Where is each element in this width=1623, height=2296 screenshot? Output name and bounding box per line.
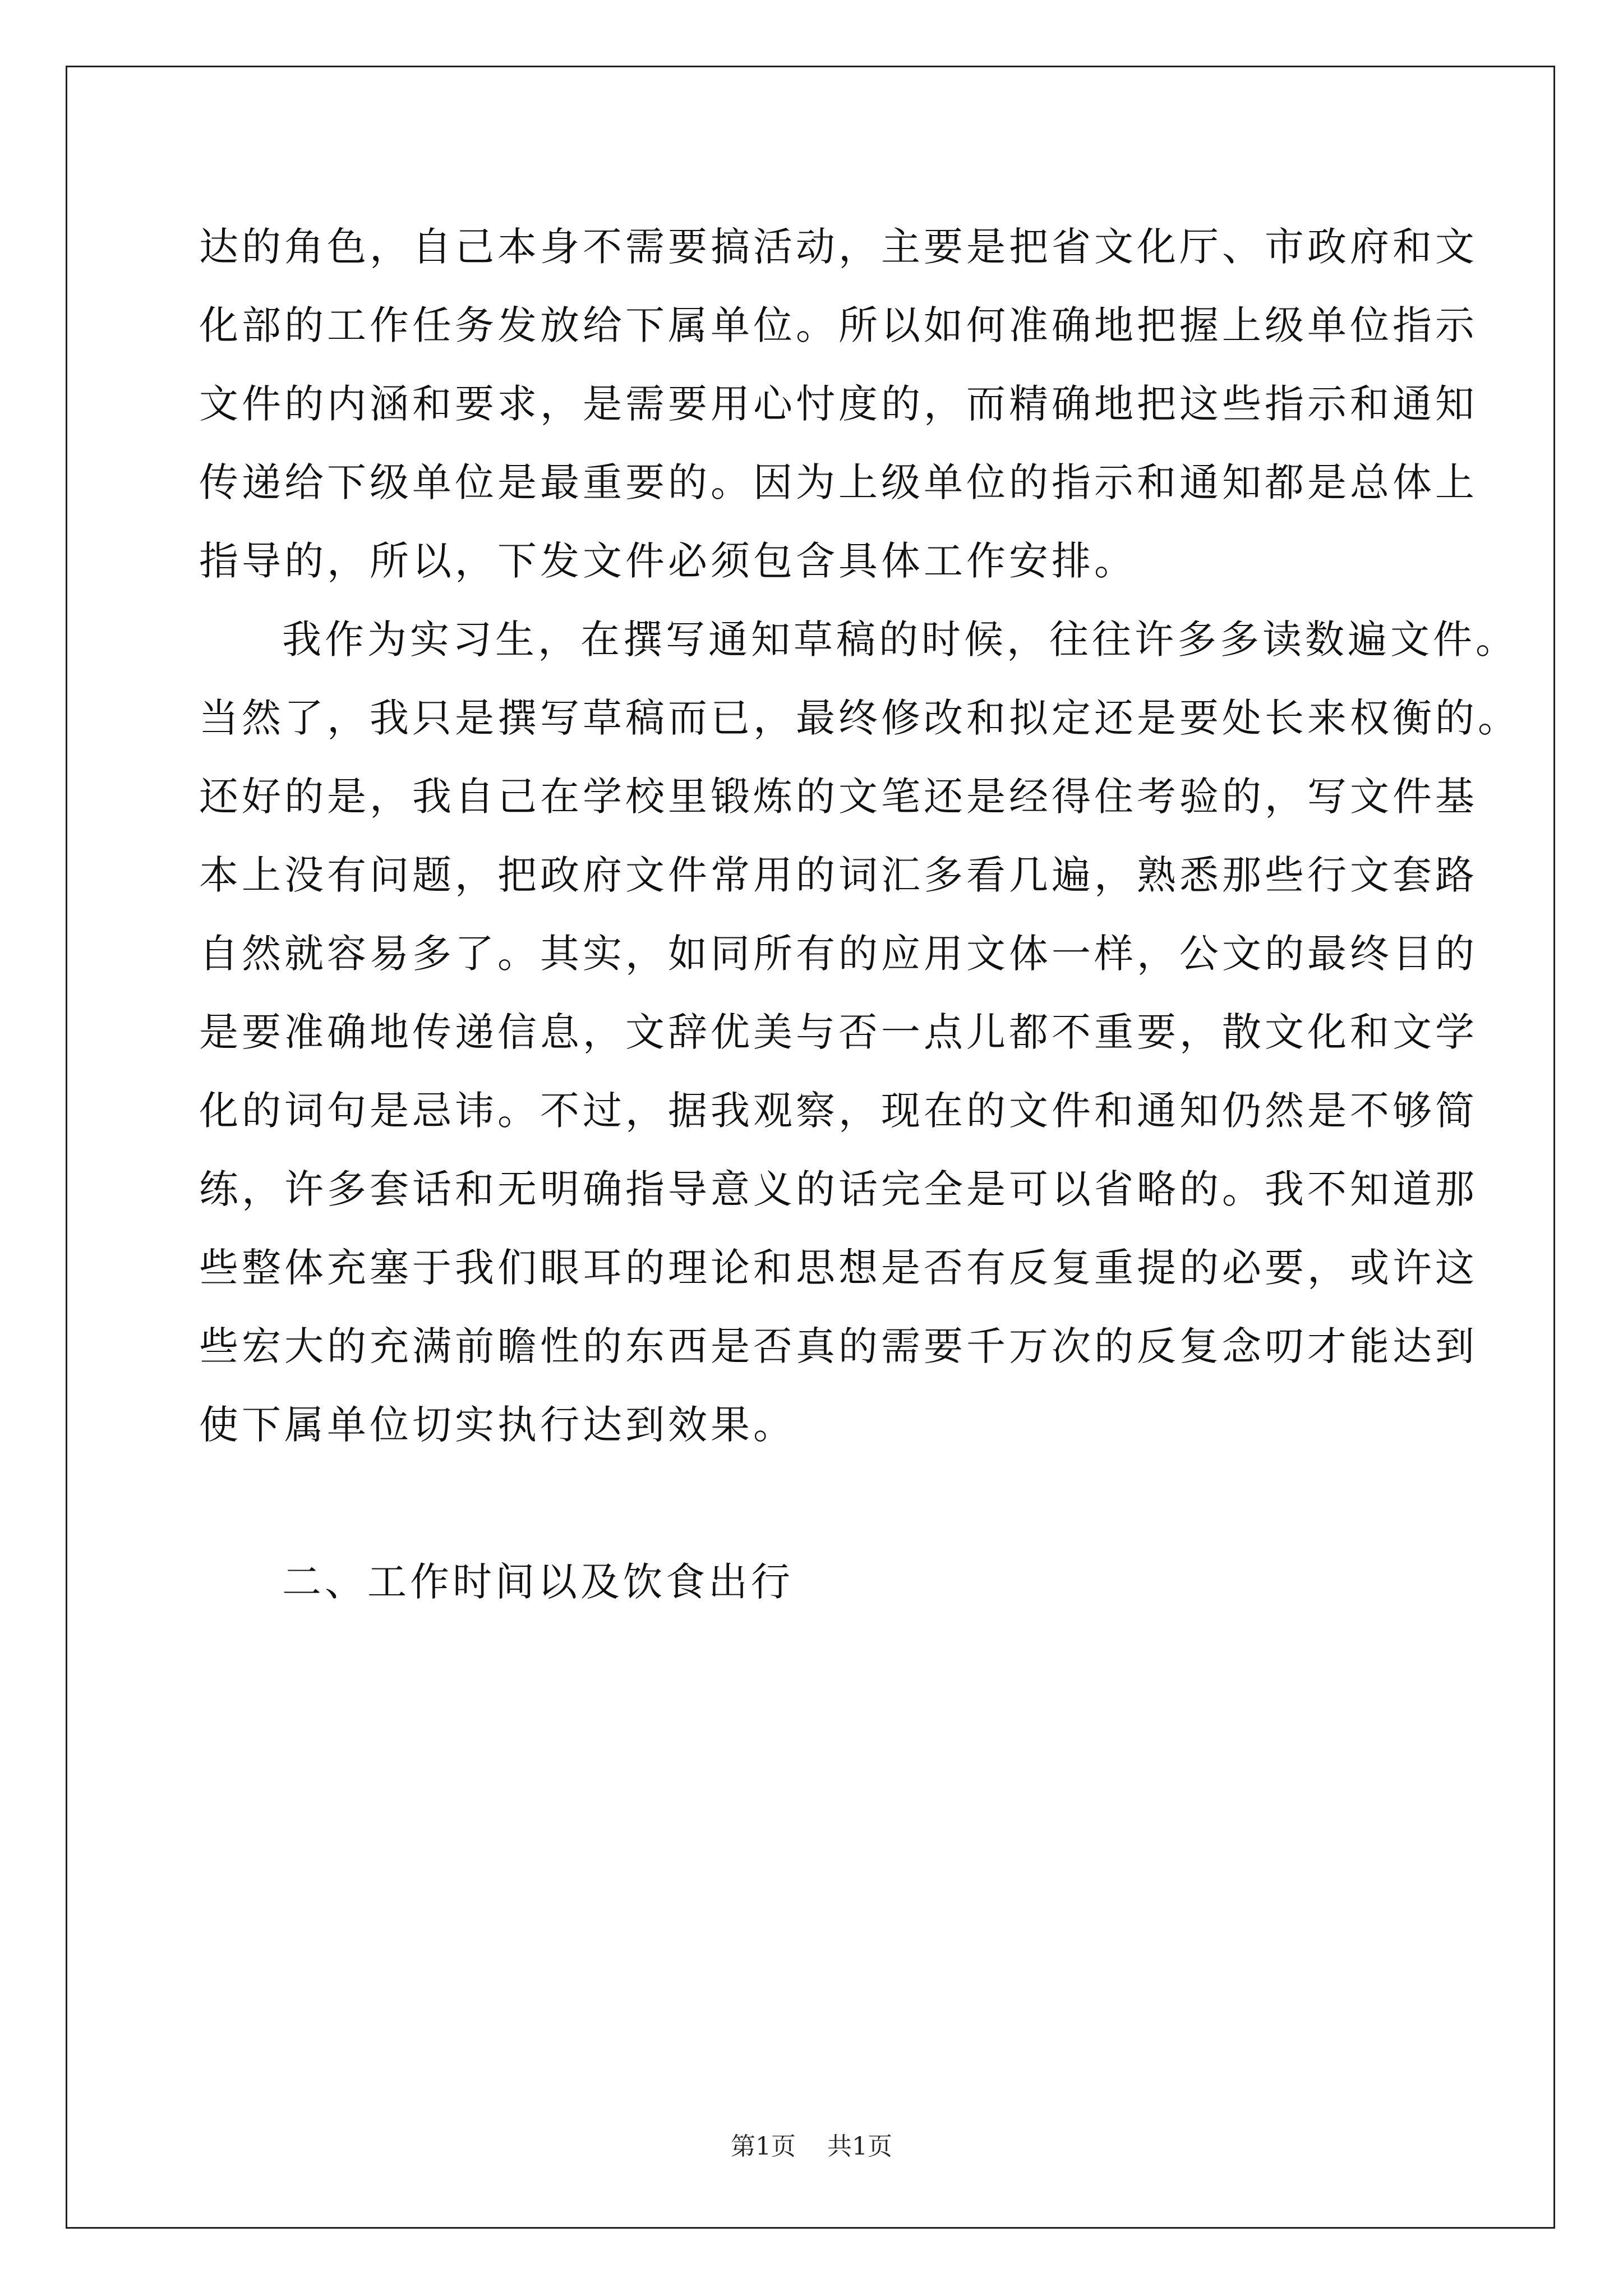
paragraph-line: 达的角色，自己本身不需要搞活动，主要是把省文化厅、市政府和文 — [199, 224, 1478, 270]
paragraph-line: 是要准确地传递信息，文辞优美与否一点儿都不重要，散文化和文学 — [199, 1009, 1478, 1055]
paragraph-line: 些整体充塞于我们眼耳的理论和思想是否有反复重提的必要，或许这 — [199, 1245, 1478, 1291]
paragraph-line: 我作为实习生，在撰写通知草稿的时候，往往许多多读数遍文件。 — [282, 616, 1518, 662]
paragraph-line: 文件的内涵和要求，是需要用心忖度的，而精确地把这些指示和通知 — [199, 381, 1478, 427]
paragraph-line: 练，许多套话和无明确指导意义的话完全是可以省略的。我不知道那 — [199, 1166, 1478, 1212]
paragraph-line: 本上没有问题，把政府文件常用的词汇多看几遍，熟悉那些行文套路 — [199, 852, 1478, 898]
document-body — [199, 208, 1520, 1621]
section-heading: 二、工作时间以及饮食出行 — [282, 1559, 794, 1605]
paragraph-line: 化部的工作任务发放给下属单位。所以如何准确地把握上级单位指示 — [199, 302, 1478, 348]
page-total: 共1页 — [827, 2132, 892, 2161]
page-footer — [0, 2126, 1623, 2162]
paragraph-line: 还好的是，我自己在学校里锻炼的文笔还是经得住考验的，写文件基 — [199, 774, 1478, 820]
paragraph-line: 使下属单位切实执行达到效果。 — [199, 1402, 796, 1448]
page-number: 第1页 — [731, 2132, 796, 2161]
paragraph-line: 当然了，我只是撰写草稿而已，最终修改和拟定还是要处长来权衡的。 — [199, 695, 1520, 741]
blank-line — [199, 1464, 1433, 1543]
paragraph-line: 自然就容易多了。其实，如同所有的应用文体一样，公文的最终目的 — [199, 931, 1478, 977]
paragraph-line: 指导的，所以，下发文件必须包含具体工作安排。 — [199, 538, 1137, 584]
paragraph-line: 化的词句是忌讳。不过，据我观察，现在的文件和通知仍然是不够简 — [199, 1088, 1478, 1134]
paragraph-line: 传递给下级单位是最重要的。因为上级单位的指示和通知都是总体上 — [199, 459, 1478, 505]
paragraph-line: 些宏大的充满前瞻性的东西是否真的需要千万次的反复念叨才能达到 — [199, 1323, 1478, 1369]
